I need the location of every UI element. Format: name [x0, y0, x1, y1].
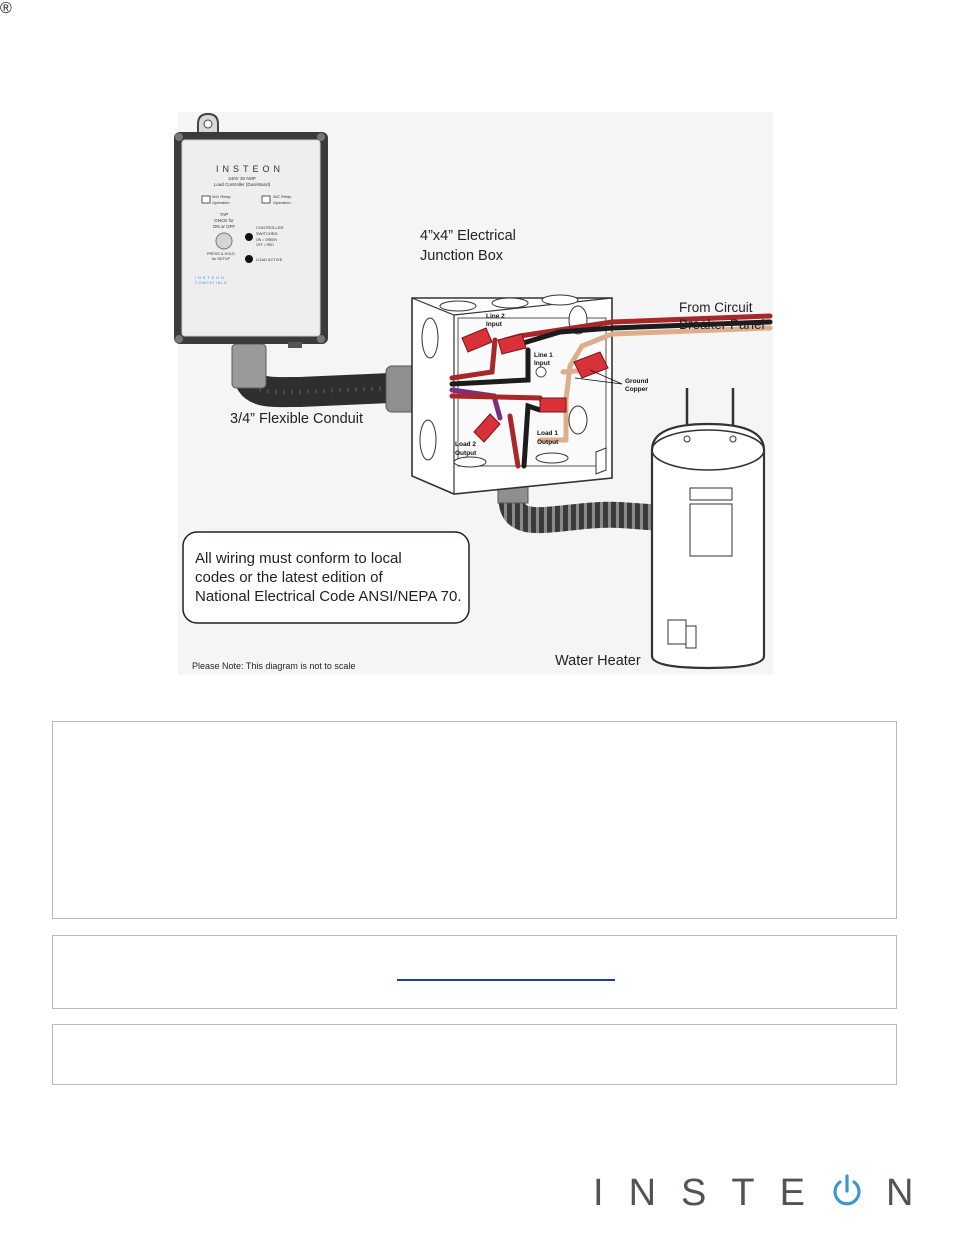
line2-input-label-2: Input [486, 321, 502, 328]
junction-box-label-1: 4”x4” Electrical [420, 228, 516, 244]
mounting-screw-icon [317, 133, 325, 141]
tap-line2: ONCE for [214, 218, 234, 223]
content-box-2 [52, 935, 897, 1009]
press-hold-line2: for SETUP [211, 257, 231, 261]
heater-drain-valve [686, 626, 696, 648]
controller-bottom-lug [288, 342, 302, 348]
line1-input-label-2: Input [534, 360, 550, 367]
heater-label-plate [690, 488, 732, 500]
mounting-screw-icon [317, 335, 325, 343]
load2-output-label-1: Load 2 [455, 441, 476, 448]
logo-letter: S [681, 1172, 732, 1214]
heater-access-panel [690, 504, 732, 556]
line1-input-label-1: Line 1 [534, 352, 553, 359]
load-controller [174, 114, 328, 348]
logo-letter: N [885, 1172, 939, 1214]
ground-screw-icon [536, 367, 546, 377]
no-relay-line2: Operation [212, 200, 230, 205]
wire-nut-icon [540, 398, 566, 412]
led-indicator-icon [245, 255, 253, 263]
box-tab [596, 448, 606, 474]
circuit-breaker-label-1: From Circuit [679, 300, 753, 315]
controller-switched-line1: CONTROLLER [256, 225, 284, 230]
junction-box-label-2: Junction Box [420, 248, 504, 264]
led-indicator-icon [245, 233, 253, 241]
ground-label-1: Ground [625, 378, 649, 385]
knockout [536, 453, 568, 463]
load1-output-label-2: Output [537, 439, 559, 446]
conduit-label: 3/4” Flexible Conduit [230, 411, 363, 427]
nc-relay-line2: Operation [273, 200, 291, 205]
knockout [420, 420, 436, 460]
code-notice-line3: National Electrical Code ANSI/NEPA 70. [195, 588, 462, 605]
tap-line3: ON or OFF [212, 224, 236, 229]
line2-input-label-1: Line 2 [486, 313, 505, 320]
knockout [569, 406, 587, 434]
content-box-1 [52, 721, 897, 919]
hyperlink-underline[interactable] [397, 979, 615, 981]
code-notice-line1: All wiring must conform to local [195, 550, 402, 567]
knockout [542, 295, 578, 305]
circuit-breaker-label-2: Breaker Panel [679, 317, 765, 332]
scale-note: Please Note: This diagram is not to scale [192, 661, 356, 671]
logo-letter: T [731, 1172, 780, 1214]
code-notice [183, 532, 469, 623]
controller-brand: INSTEON [215, 164, 285, 174]
heater-drain [668, 620, 686, 644]
tap-line1: TAP [219, 212, 229, 217]
registered-mark: ® [0, 0, 12, 17]
knockout [440, 301, 476, 311]
insteon-logo [593, 1172, 938, 1212]
knockout [422, 318, 438, 358]
checkbox-icon [202, 196, 210, 203]
power-icon [830, 1174, 864, 1208]
controller-switched-line2: SWITCHED: [256, 231, 279, 236]
water-heater [652, 388, 764, 668]
switched-on: ON = GREEN [256, 238, 278, 242]
ground-label-2: Copper [625, 386, 648, 393]
code-notice-line2: codes or the latest edition of [195, 569, 383, 586]
checkbox-icon [262, 196, 270, 203]
logo-letter: I [593, 1172, 629, 1214]
press-hold-line1: PRESS & HOLD [206, 252, 236, 256]
load2-output-label-2: Output [455, 450, 477, 457]
conduit-fitting-top [232, 344, 266, 388]
water-heater-label: Water Heater [555, 653, 641, 669]
compatible-brand: INSTEON [195, 276, 226, 280]
load-active-label: LOAD ACTIVE [256, 257, 283, 262]
mounting-screw-icon [175, 133, 183, 141]
nc-relay-line1: N/C Relay [273, 194, 292, 199]
setup-button-icon [216, 233, 232, 249]
compatible-label: COMPATIBLE [195, 281, 228, 285]
controller-subtitle: Load Controller (Dual-Band) [213, 182, 271, 187]
load1-output-label-1: Load 1 [537, 430, 558, 437]
mounting-hole-icon [204, 120, 212, 128]
content-box-3 [52, 1024, 897, 1085]
knockout [454, 457, 486, 467]
controller-model: 240V 30 AMP [228, 176, 256, 181]
logo-letter: E [779, 1172, 830, 1214]
switched-off: OFF = RED [256, 243, 274, 247]
knockout [492, 298, 528, 308]
mounting-screw-icon [175, 335, 183, 343]
no-relay-line1: N/O Relay [212, 194, 231, 199]
logo-letter: N [628, 1172, 682, 1214]
